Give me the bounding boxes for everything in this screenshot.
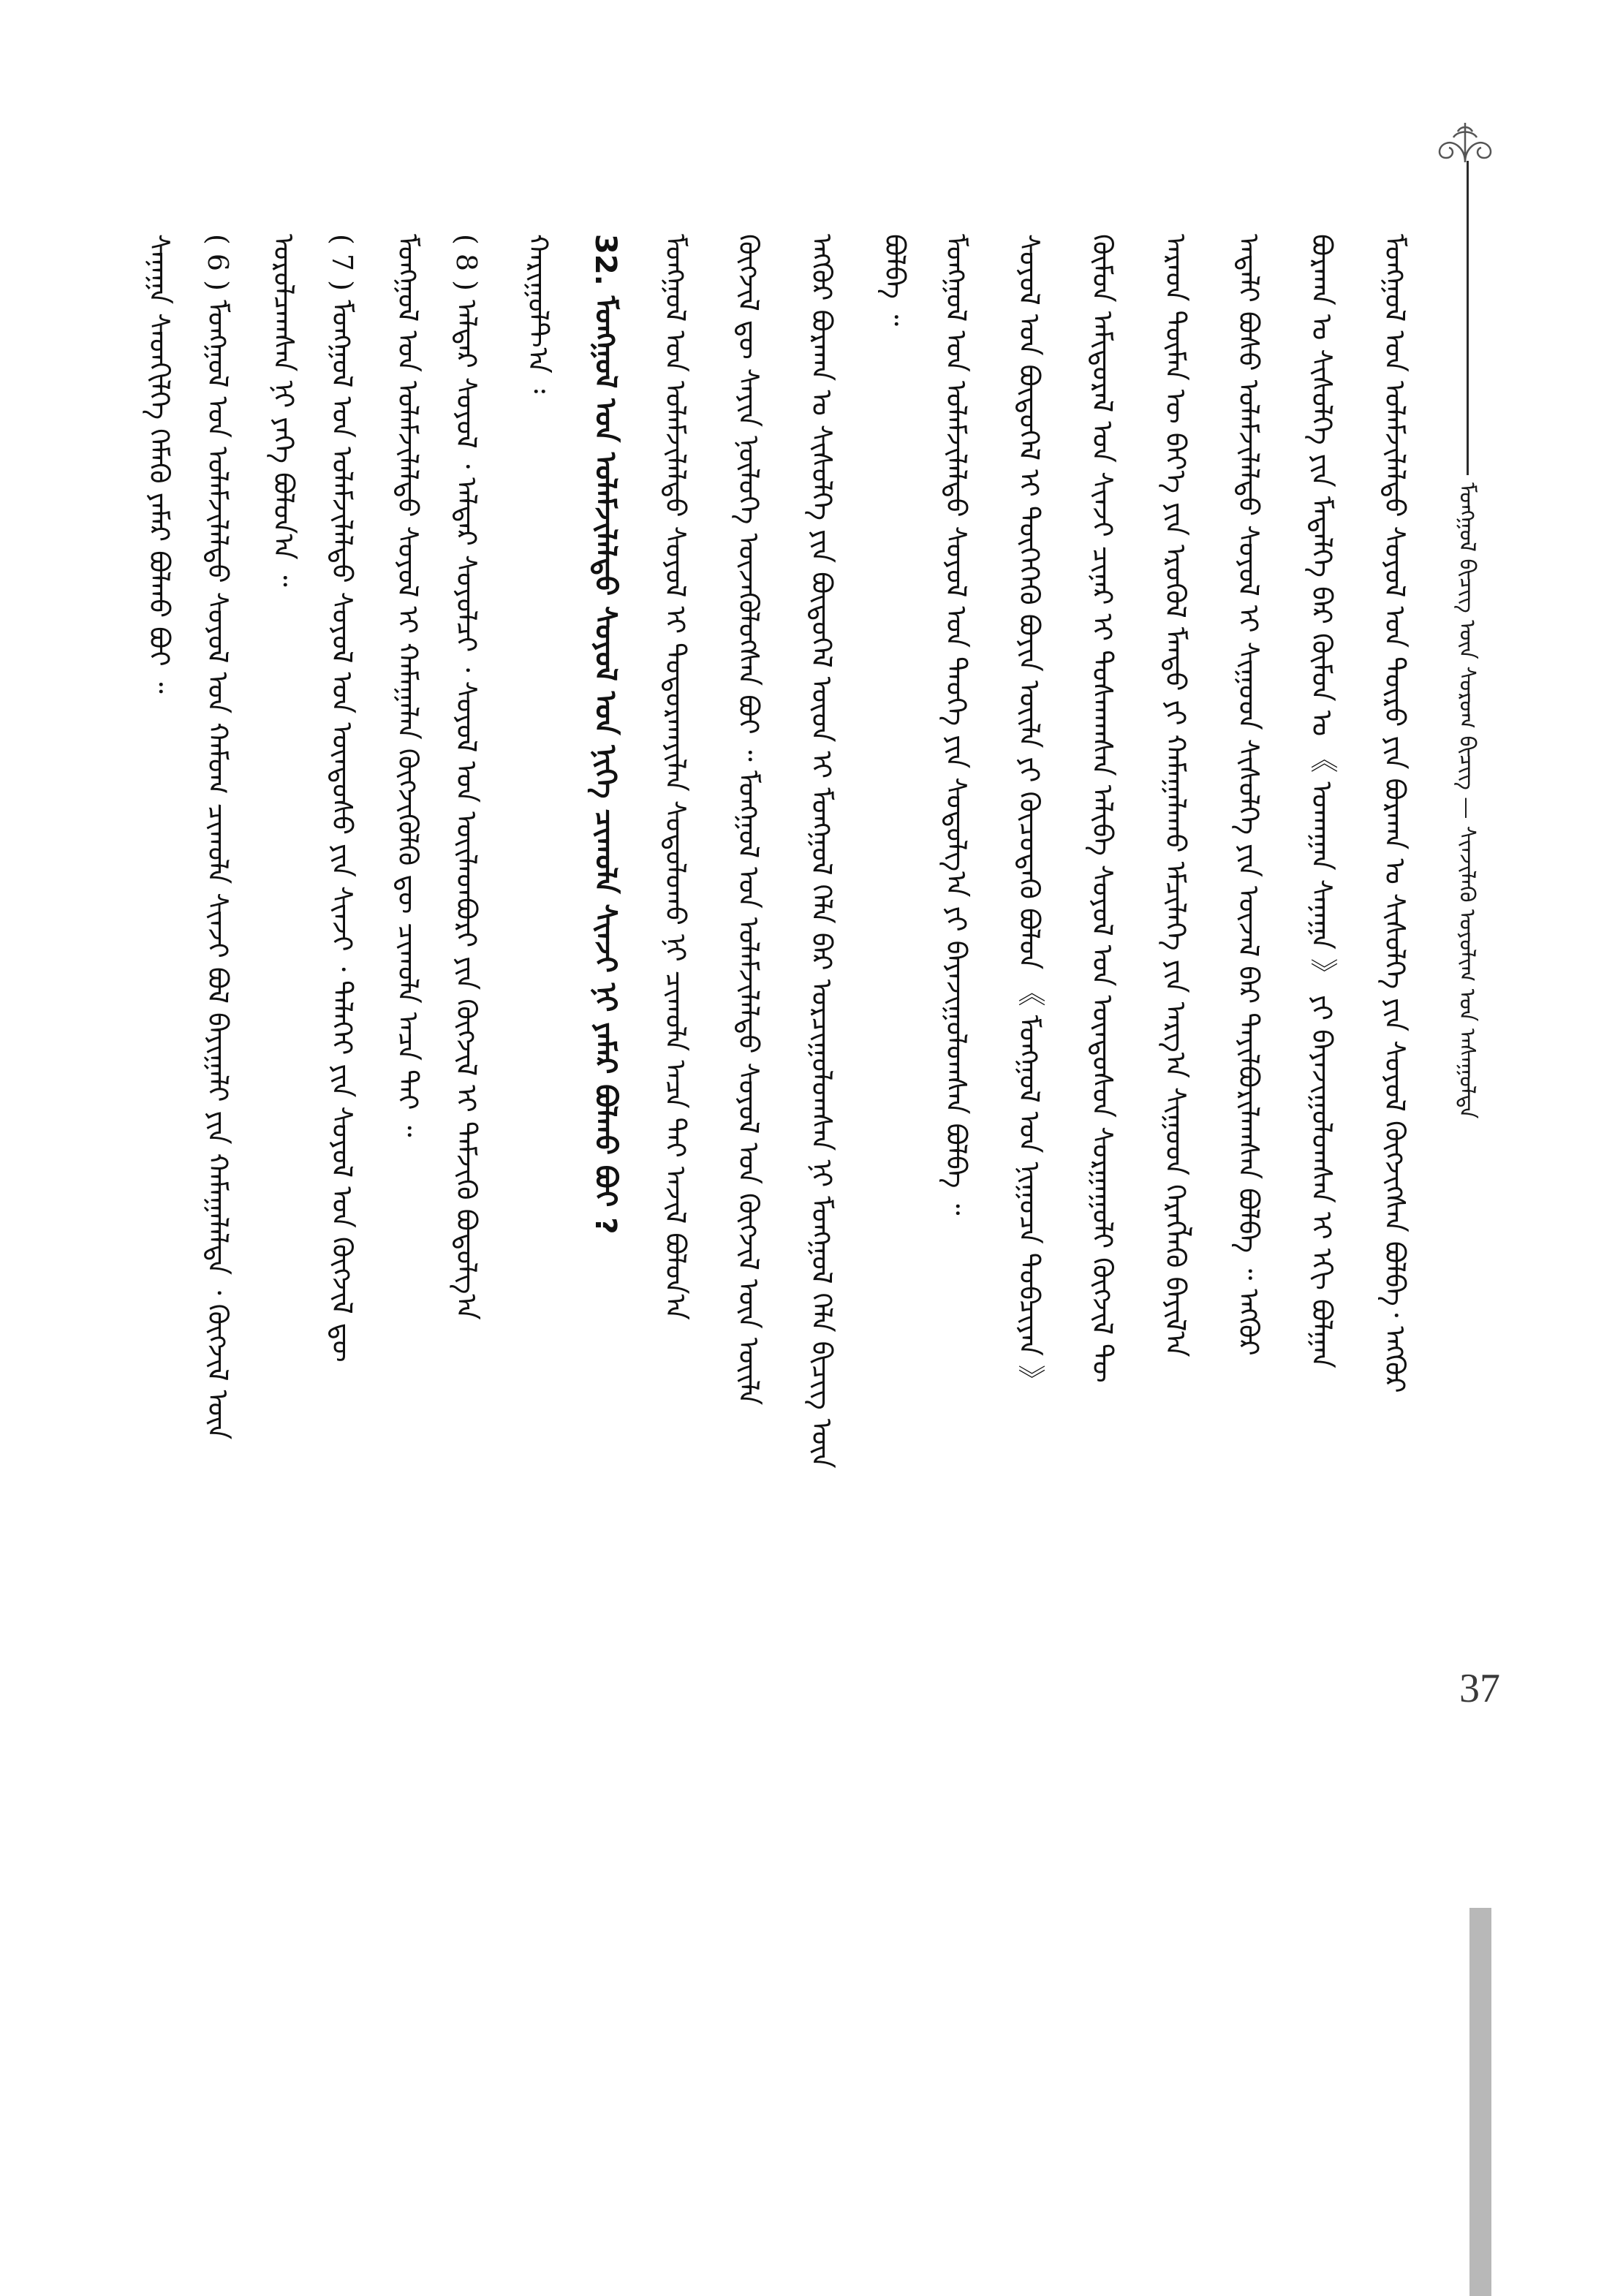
page-number: 37 bbox=[1459, 1666, 1500, 1711]
question-heading: 32. ᠮᠣᠩᠭᠣᠯ ᠤᠨ ᠤᠯᠠᠮᠵᠢᠯᠠᠯᠲᠤ ᠰᠣᠶᠣᠯ ᠤᠨ ᠨᠢᠭᠡ ᠴᠢᠬᠤᠯᠠ ᠰᠢᠨᠵᠢ ᠨᠢ ᠶᠠᠮᠠᠷ ᠪᠣᠯᠬᠤ ᠪᠤᠢ ? bbox=[589, 234, 622, 1235]
text-column: ᠮᠣᠩᠭᠣᠯ ᠤᠨ ᠤᠯᠠᠮᠵᠢᠯᠠᠯᠲᠤ ᠰᠣᠶᠣᠯ ᠤᠨ ᠲᠡᠦᠬᠡ ᠶᠢᠨ ᠰᠤᠳᠤᠯᠭ᠎ᠠ ᠶᠢ ᠪᠠᠶᠠᠵᠢᠭᠤᠯᠤᠭᠰᠠᠨ ᠪᠣᠯᠪᠠ ᠃ bbox=[940, 234, 972, 1216]
answer-option: ( 8 ) ᠠᠯᠳᠠᠷ ᠰᠣᠶᠣᠯ ᠂ ᠠᠯᠳᠠᠷ ᠰᠣᠶᠣᠯᠴᠢ ᠂ ᠰᠣᠶᠣᠯ ᠤᠨ ᠦᠢᠯᠡᠳᠪᠦᠷᠢ ᠶᠢᠨ ᠬᠥᠭᠵᠢᠯ ᠢ ᠳᠡᠮᠵᠢᠬᠦ ᠪᠣᠳᠣᠯᠭ᠎ᠠ bbox=[450, 234, 483, 1320]
text-column: ᠮᠣᠩᠭᠣᠯ ᠤᠨ ᠤᠯᠠᠮᠵᠢᠯᠠᠯᠲᠤ ᠰᠣᠶᠣᠯ ᠢ ᠬᠠᠮᠠᠭᠠᠯᠠᠨ ᠬᠥᠭᠵᠢᠭᠦᠯᠬᠦ ᠳᠦ ᠴᠢᠬᠤᠯᠠ ᠠᠴᠠ ᠲᠠᠢ ᠃ bbox=[392, 234, 424, 1137]
answer-option: ( 6 ) ᠮᠣᠩᠭᠣᠯ ᠤᠨ ᠤᠯᠠᠮᠵᠢᠯᠠᠯᠲᠤ ᠰᠣᠶᠣᠯ ᠤᠨ ᠬᠠᠮᠤᠭ ᠴᠢᠬᠤᠯᠠ ᠰᠢᠨᠵᠢ ᠪᠣᠯ ᠪᠠᠶᠢᠭᠠᠯᠢ ᠶᠢᠨ ᠬᠠᠮᠠᠭᠠᠯᠠᠯᠲᠠ ᠂ ᠬᠥᠭᠵᠢᠯ ᠦᠨ bbox=[202, 234, 234, 1440]
text-column: ᠠᠳᠠᠯᠢ ᠪᠤᠰᠤ ᠤᠯᠠᠮᠵᠢᠯᠠᠯᠲᠤ ᠰᠣᠶᠣᠯ ᠢ ᠰᠢᠭᠤᠳ ᠰᠢᠰᠦᠯᠭᠡ ᠶᠢᠨ ᠦᠵᠡᠯ ᠪᠡᠷ ᠲᠠᠶᠢᠯᠪᠤᠷᠢᠯᠠᠭᠰᠠᠨ ᠪᠣᠯᠪᠠ ᠃ ᠡᠩᠭᠦᠷ bbox=[1233, 234, 1265, 1356]
answer-option: ( 7 ) ᠮᠣᠩᠭᠣᠯ ᠤᠨ ᠤᠯᠠᠮᠵᠢᠯᠠᠯᠲᠤ ᠰᠣᠶᠣᠯ ᠤᠨ ᠦᠨᠳᠦᠰᠦ ᠶᠢᠨ ᠰᠢᠨᠵᠢ ᠂ ᠳᠡᠯᠡᠬᠡᠢ ᠶᠢᠨ ᠰᠣᠶᠣᠯ ᠤᠨ ᠬᠥᠭᠵᠢᠯ ᠳᠦ bbox=[326, 234, 358, 1363]
answer-label: ᠬᠠᠷᠢᠭᠤᠯᠲ᠎ᠠ ᠄ bbox=[522, 234, 554, 394]
text-column: ᠠᠷᠠᠳ ᠲᠦᠮᠡᠨ ᠦ ᠪᠡᠶ᠎ᠡ ᠶᠢᠨ ᠡᠷᠦᠬᠦᠯ ᠮᠡᠨᠳᠦ ᠶᠢ ᠬᠠᠮᠠᠭᠠᠯᠠᠬᠤ ᠡᠮᠴᠢᠯᠡᠭᠡ ᠶᠢᠨ ᠠᠷᠭ᠎ᠠ ᠰᠢᠭᠤᠳ ᠬᠡᠷᠡᠭᠯᠡᠬᠦ ᠪᠠᠶᠢᠯ᠎ᠠ bbox=[1159, 234, 1192, 1357]
text-column: ᠬᠦᠮᠦᠨ ᠠᠮᠢᠳᠤᠷᠠᠯ ᠤᠨ ᠰᠢᠨᠵᠢ ᠴᠢᠨᠠᠷ ᠢ ᠲᠤᠰᠬᠠᠭᠰᠠᠨ ᠠᠯᠢᠪᠠ ᠰᠣᠶᠣᠯ ᠤᠨ ᠦᠨᠳᠦᠰᠦᠨ ᠰᠤᠷᠭᠠᠭᠤᠯᠢ ᠬᠥᠭᠵᠢᠯ ᠲᠦ bbox=[1086, 234, 1119, 1383]
text-column: ᠬᠥᠭᠵᠢᠯ ᠳᠦ ᠰᠠᠶᠢᠨ ᠨᠥᠯᠥᠭᠡ ᠦᠵᠡᠭᠦᠯᠦᠭᠰᠡᠨ ᠪᠤᠢ ᠃ ᠮᠣᠩᠭᠣᠯ ᠤᠨ ᠤᠯᠠᠮᠵᠢᠯᠠᠯᠲᠤ ᠰᠣᠶᠣᠯ ᠤᠨ ᠬᠥᠭᠵᠢᠯ ᠦᠨ ᠦᠢᠯᠡ bbox=[733, 234, 765, 1406]
text-column: ᠡᠩᠭᠦᠷ ᠪᠤᠷᠬᠠᠨ ᠤ ᠰᠢᠰᠦᠯᠭᠡ ᠶᠢᠨ ᠪᠦᠲᠦᠭᠡᠯ ᠦᠳ ᠢ ᠮᠣᠩᠭᠣᠯ ᠬᠡᠯᠡ ᠪᠡᠷ ᠣᠷᠴᠢᠭᠤᠯᠤᠭᠰᠠᠨ ᠨᠢ ᠮᠣᠩᠭᠣᠯ ᠬᠡᠯᠡ ᠪᠢᠴᠢᠭ ᠦᠨ bbox=[806, 234, 838, 1469]
text-column: ᠮᠣᠩᠭᠣᠯ ᠤᠨ ᠤᠯᠠᠮᠵᠢᠯᠠᠯᠲᠤ ᠰᠣᠶᠣᠯ ᠢ ᠲᠣᠳᠣᠷᠬᠠᠶᠢᠯᠠᠨ ᠰᠤᠳᠤᠯᠤᠬᠤ ᠨᠢ ᠴᠢᠬᠤᠯᠠ ᠠᠴᠠ ᠲᠠᠢ ᠠᠵᠢᠯ ᠪᠣᠯᠤᠨ᠎ᠠ bbox=[659, 234, 692, 1320]
text-column: ᠰᠣᠶᠣᠯ ᠤᠨ ᠪᠦᠲᠦᠭᠡᠯ ᠢ ᠲᠦᠭᠡᠭᠡᠬᠦ ᠪᠤᠶᠢᠨ ᠦᠢᠯᠡ ᠶᠢ ᠬᠦᠴᠦᠳᠡᠬᠦ ᠪᠣᠯᠤᠨ 《 ᠮᠣᠩᠭᠣᠯ ᠤᠨ ᠨᠢᠭᠤᠴᠠ ᠲᠣᠪᠴᠢᠶᠠᠨ 》 bbox=[1013, 234, 1045, 1393]
text-column: ᠪᠤᠷᠬᠠᠨ ᠤ ᠰᠢᠰᠦᠯᠭᠡ ᠶᠢᠨ ᠮᠡᠳᠡᠯᠭᠡ ᠪᠡᠷ ᠬᠦᠮᠦᠨ ᠤ 《 ᠤᠬᠠᠭᠠᠨ ᠰᠠᠨᠠᠭᠠ 》 ᠶᠢ ᠪᠠᠶᠠᠵᠢᠭᠤᠯᠤᠭᠰᠠᠨ ᠢ ᠡᠬᠢ ᠪᠣᠯᠭᠠᠨ bbox=[1306, 234, 1338, 1368]
text-column: ᠮᠣᠩᠭᠣᠯ ᠤᠨ ᠤᠯᠠᠮᠵᠢᠯᠠᠯᠲᠤ ᠰᠣᠶᠣᠯ ᠤᠨ ᠲᠦᠷᠦ ᠶᠢᠨ ᠪᠤᠷᠬᠠᠨ ᠤ ᠰᠢᠰᠦᠯᠭᠡ ᠶᠢᠨ ᠰᠣᠶᠣᠯ ᠬᠦᠭᠵᠢᠭᠰᠡᠨ ᠪᠣᠯᠪᠠ᠂ ᠡᠩᠭᠦᠷ bbox=[1379, 234, 1411, 1393]
text-column: ᠰᠠᠨᠠᠭᠠ ᠰᠡᠳᠬᠢᠯᠭᠡ ᠬᠡᠮᠡᠬᠦ ᠶᠠᠮᠠᠷ ᠪᠣᠯᠬᠤ ᠪᠤᠢ ᠃ bbox=[143, 234, 175, 694]
ornament-icon bbox=[1424, 118, 1506, 167]
text-column: ᠪᠣᠯᠪᠠ ᠃ bbox=[879, 234, 911, 327]
header-rule bbox=[1467, 161, 1469, 475]
text-column: ᠣᠷᠣᠯᠴᠠᠭᠰᠠᠨ ᠨᠢ ᠶᠡᠬᠡ ᠪᠣᠯᠤᠨ᠎ᠠ ᠃ bbox=[268, 234, 300, 587]
running-header: ᠮᠣᠩᠭᠣᠯ ᠪᠢᠴᠢᠭ᠌ ᠦᠨ ᠰᠤᠷᠤᠬ ᠪᠢᠴᠢᠭ᠌ — ᠰᠢᠨᠵᠢᠯᠡᠬᠦ ᠤᠶᠤᠯᠢᠭ ᠤᠨ ᠠᠰᠠᠭᠤᠯᠲᠠ bbox=[1454, 482, 1480, 1119]
page-edge-bar bbox=[1469, 1908, 1491, 2296]
